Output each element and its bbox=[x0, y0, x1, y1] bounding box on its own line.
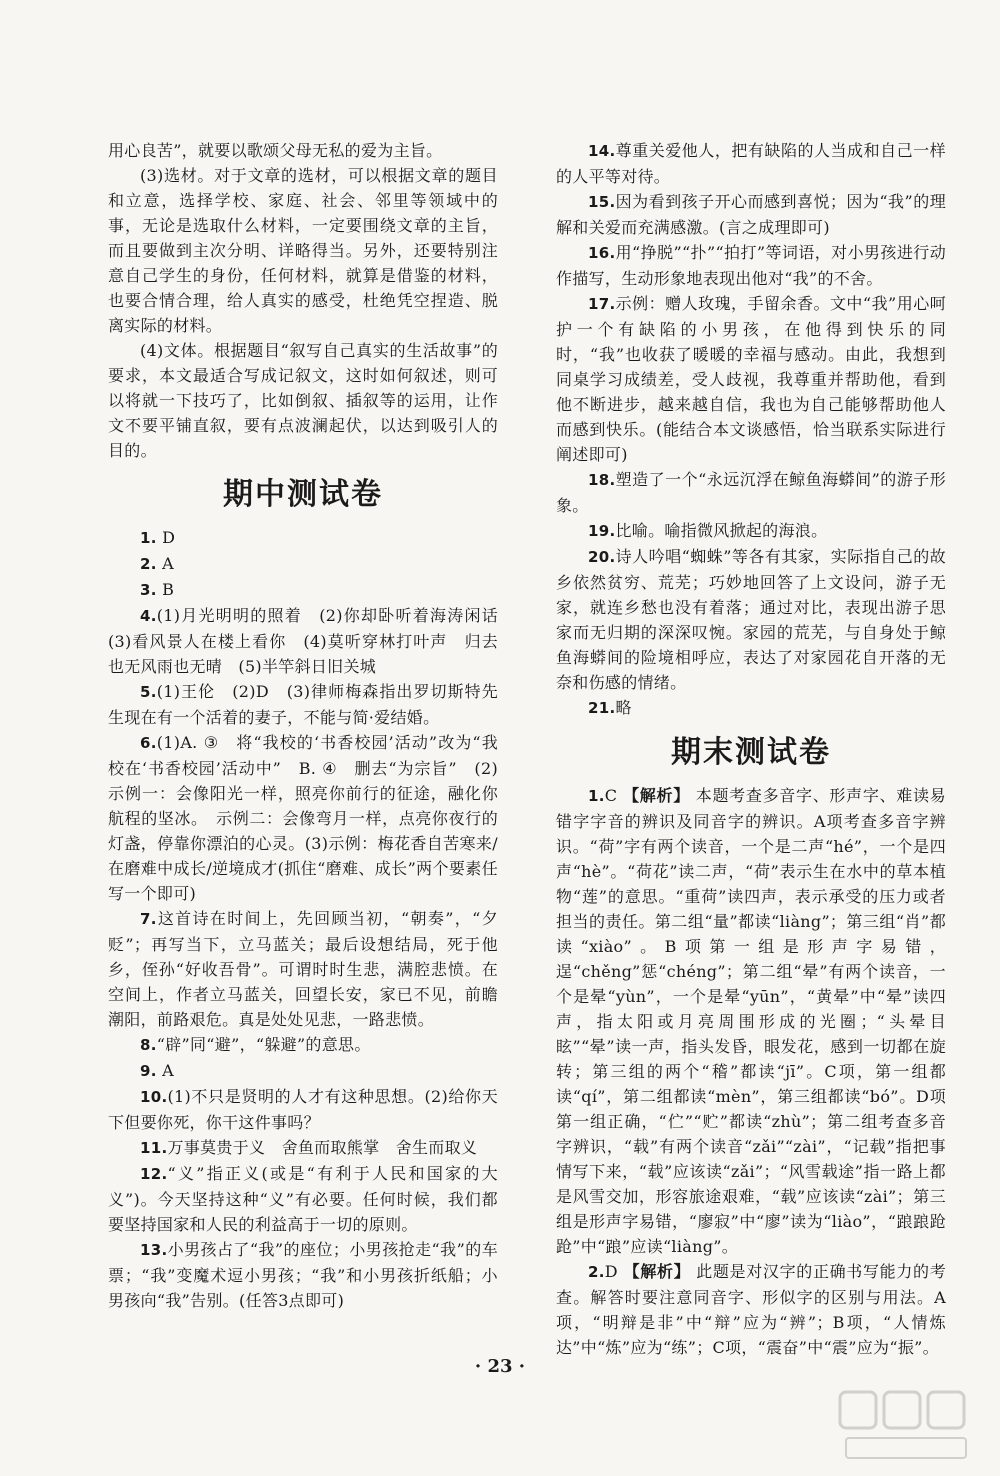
answer-text: B bbox=[156, 580, 175, 599]
answer-text: 诗人吟唱“蜘蛛”等各有其家，实际指自己的故乡依然贫穷、荒芜；巧妙地回答了上文设问，游子无家，就连乡愁也没有着落；通过对比，表现出游子思家而无归期的深深叹惋。家园的荒芜，与自身处于鲸鱼海蟒间的险境相呼应，表达了对家园花自开落的无奈和伤感的情绪。 bbox=[556, 547, 946, 692]
answer-number: 18. bbox=[588, 471, 616, 489]
page-number bbox=[0, 1356, 1000, 1377]
midterm-title: 期中测试卷 bbox=[223, 477, 383, 512]
answer-item bbox=[108, 577, 498, 603]
answer-number: 20. bbox=[588, 548, 616, 566]
answer-number: 12. bbox=[140, 1165, 168, 1183]
answer-number: 2. bbox=[588, 1263, 605, 1281]
answer-number: 5. bbox=[140, 683, 157, 701]
answer-number: 9. bbox=[140, 1062, 157, 1080]
answer-text: 这首诗在时间上，先回顾当初，“朝奏”，“夕贬”；再写当下，立马蓝关；最后设想结局，死于他乡，侄孙“好收吾骨”。可谓时时生悲，满腔悲愤。在空间上，作者立马蓝关，回望长安，家已不见，前瞻潮阳，前路艰危。真是处处见悲，一路悲愤。 bbox=[108, 909, 498, 1029]
page-number-dot: · bbox=[512, 1356, 526, 1377]
analysis-tag: 【解析】 bbox=[623, 1262, 691, 1281]
answer-text: A bbox=[156, 1061, 174, 1080]
answer-item bbox=[108, 1135, 498, 1161]
answer-text: 本题考查多音字、形声字、难读易错字字音的辨识及同音字的辨识。A项考查多音字辨识。“荷”字有两个读音，一个是二声“hé”，一个是四声“hè”。“荷花”读二声，“荷”表示生在水中的草本植物“莲”的意思。“重荷”读四声，表示承受的压力或者担当的责任。第二组“量”都读“liàng”；第三组“肖”都读“xiào”。B项第一组是形声字易错，逞“chěng”惩“chéng”；第二组“晕”有两个读音，一个是晕“yùn”，一个是晕“yūn”，“黄晕”中“晕”读四声，指太阳或月亮周围形成的光圈；“头晕目眩”“晕”读一声，指头发昏，眼发花，感到一切都在旋转；第三组的两个“稽”都读“jī”。C项，第一组都读“qí”，第二组都读“mèn”，第三组都读“bó”。D项第一组正确，“伫”“贮”都读“zhù”；第二组考查多音字辨识，“载”有两个读音“zǎi”“zài”，“记载”指把事情写下来，“载”应该读“zǎi”；“风雪载途”指一路上都是风雪交加，形容旅途艰难，“载”应该读“zài”；第三组是形声字易错，“廖寂”中“廖”读为“liào”，“踉踉跄跄”中“踉”应读“liàng”。 bbox=[556, 786, 946, 1256]
intro-paragraph: (3)选材。对于文章的选材，可以根据文章的题目和立意，选择学校、家庭、社会、邻里等领域中的事，无论是选取什么材料，一定要围绕文章的主旨，而且要做到主次分明、详略得当。另外，还要特别注意自己学生的身份，任何材料，就算是借鉴的材料，也要合情合理，给人真实的感受，杜绝凭空捏造、脱离实际的材料。 bbox=[108, 166, 498, 335]
answer-text: (1)不只是贤明的人才有这种思想。(2)给你天下但要你死，你干这件事吗？ bbox=[108, 1087, 498, 1132]
answer-number: 10. bbox=[140, 1088, 168, 1106]
answer-item bbox=[108, 906, 498, 1032]
watermark-logo bbox=[836, 1386, 976, 1464]
answer-number: 8. bbox=[140, 1036, 157, 1054]
answer-number: 14. bbox=[588, 142, 616, 160]
page-number-dot: · bbox=[474, 1356, 488, 1377]
answer-text: 小男孩占了“我”的座位；小男孩抢走“我”的车票；“我”变魔术逗小男孩；“我”和小男孩折纸船；小男孩向“我”告别。(任答3点即可) bbox=[108, 1240, 498, 1310]
answer-text: (1)月光明明的照着 (2)你却卧听着海涛闲话 (3)看风景人在楼上看你 (4)莫听穿林打叶声 归去 也无风雨也无晴 (5)半竿斜日旧关城 bbox=[108, 606, 515, 676]
answer-text: 因为看到孩子开心而感到喜悦；因为“我”的理解和关爱而充满感激。(言之成理即可) bbox=[556, 192, 946, 237]
answer-item bbox=[556, 1259, 946, 1360]
answer-text: 塑造了一个“永远沉浮在鲸鱼海蟒间”的游子形象。 bbox=[556, 470, 946, 515]
final-title: 期末测试卷 bbox=[671, 735, 831, 770]
intro-line: 用心良苦”，就要以歌颂父母无私的爱为主旨。 bbox=[108, 141, 443, 160]
answer-number: 11. bbox=[140, 1139, 168, 1157]
answer-item bbox=[556, 240, 946, 291]
midterm-answer-list bbox=[108, 525, 515, 1313]
answer-text: D bbox=[156, 528, 176, 547]
midterm-answer-list-continued bbox=[556, 138, 946, 721]
answer-number: 2. bbox=[140, 555, 157, 573]
answer-text: “辟”同“避”，“躲避”的意思。 bbox=[156, 1035, 371, 1054]
answer-item bbox=[108, 1058, 498, 1084]
answer-number: 19. bbox=[588, 522, 616, 540]
answer-number: 16. bbox=[588, 244, 616, 262]
answer-text: (1)A. ③ 将“我校的‘书香校园’活动”改为“我校在‘书香校园’活动中” B. ④ 删去“为宗旨” (2)示例一：会像阳光一样，照亮你前行的征途，融化你航程的坚冰。 示例二：会像弯月一样，点亮你夜行的灯盏，停靠你漂泊的心灵。(3)示例：梅花香自苦寒来/在磨难中成长/逆境成才(抓住“磨难、成长”两个要素任写一个即可) bbox=[108, 733, 498, 903]
answer-number: 21. bbox=[588, 699, 616, 717]
answer-item bbox=[556, 544, 946, 695]
answer-item bbox=[108, 1084, 498, 1135]
answer-text: 用“挣脱”“扑”“拍打”等词语，对小男孩进行动作描写，生动形象地表现出他对“我”的不舍。 bbox=[556, 243, 946, 288]
answer-item bbox=[108, 603, 515, 679]
answer-number: 7. bbox=[140, 910, 157, 928]
right-column bbox=[556, 138, 946, 1360]
page-number-value: 23 bbox=[487, 1356, 513, 1377]
answer-item bbox=[556, 189, 946, 240]
left-column bbox=[108, 138, 515, 1313]
answer-number: 1. bbox=[588, 787, 605, 805]
answer-item bbox=[108, 525, 498, 551]
answer-number: 4. bbox=[140, 607, 157, 625]
answer-number: 6. bbox=[140, 734, 157, 752]
answer-item bbox=[556, 138, 946, 189]
final-answer-list bbox=[556, 783, 946, 1360]
answer-item bbox=[556, 467, 946, 518]
answer-item bbox=[556, 291, 946, 467]
answer-item bbox=[108, 679, 498, 730]
answer-number: 3. bbox=[140, 581, 157, 599]
answer-choice: D bbox=[604, 1262, 618, 1281]
answer-item bbox=[108, 730, 498, 906]
answer-text: 示例：赠人玫瑰，手留余香。文中“我”用心呵护一个有缺陷的小男孩，在他得到快乐的同时，“我”也收获了暖暖的幸福与感动。由此，我想到同桌学习成绩差，受人歧视，我尊重并帮助他，看到他不断进步，越来越自信，我也为自己能够帮助他人而感到快乐。(能结合本文谈感悟，恰当联系实际进行阐述即可) bbox=[556, 294, 946, 464]
answer-text: 万事莫贵于义 舍鱼而取熊掌 舍生而取义 bbox=[167, 1138, 478, 1157]
answer-item bbox=[556, 783, 946, 1259]
answer-number: 13. bbox=[140, 1241, 168, 1259]
answer-item bbox=[556, 695, 946, 721]
answer-choice: C bbox=[604, 786, 618, 805]
answer-text: 比喻。喻指微风掀起的海浪。 bbox=[615, 521, 828, 540]
answer-text: 略 bbox=[615, 698, 632, 717]
answer-text: 此题是对汉字的正确书写能力的考查。解答时要注意同音字、形似字的区别与用法。A项，“明辩是非”中“辩”应为“辨”；B项，“人情炼达”中“炼”应为“练”；C项，“震奋”中“震”应为“振”。 bbox=[556, 1262, 947, 1357]
answer-text: 尊重关爱他人，把有缺陷的人当成和自己一样的人平等对待。 bbox=[556, 141, 946, 186]
analysis-tag: 【解析】 bbox=[623, 786, 690, 805]
answer-item bbox=[108, 1032, 498, 1058]
answer-text: A bbox=[156, 554, 174, 573]
answer-number: 15. bbox=[588, 193, 616, 211]
answer-item bbox=[108, 1161, 498, 1237]
answer-number: 1. bbox=[140, 529, 157, 547]
answer-text: “义”指正义(或是“有利于人民和国家的大义”)。今天坚持这种“义”有必要。任何时候，我们都要坚持国家和人民的利益高于一切的原则。 bbox=[108, 1164, 498, 1234]
answer-item bbox=[108, 1237, 498, 1313]
answer-number: 17. bbox=[588, 295, 616, 313]
answer-text: (1)王伦 (2)D (3)律师梅森指出罗切斯特先生现在有一个活着的妻子，不能与简·爱结婚。 bbox=[108, 682, 498, 727]
intro-paragraph: (4)文体。根据题目“叙写自己真实的生活故事”的要求，本文最适合写成记叙文，这时如何叙述，则可以将就一下技巧了，比如倒叙、插叙等的运用，让作文不要平铺直叙，要有点波澜起伏，以达到吸引人的目的。 bbox=[108, 341, 498, 460]
answer-item bbox=[108, 551, 498, 577]
answer-item bbox=[556, 518, 946, 544]
